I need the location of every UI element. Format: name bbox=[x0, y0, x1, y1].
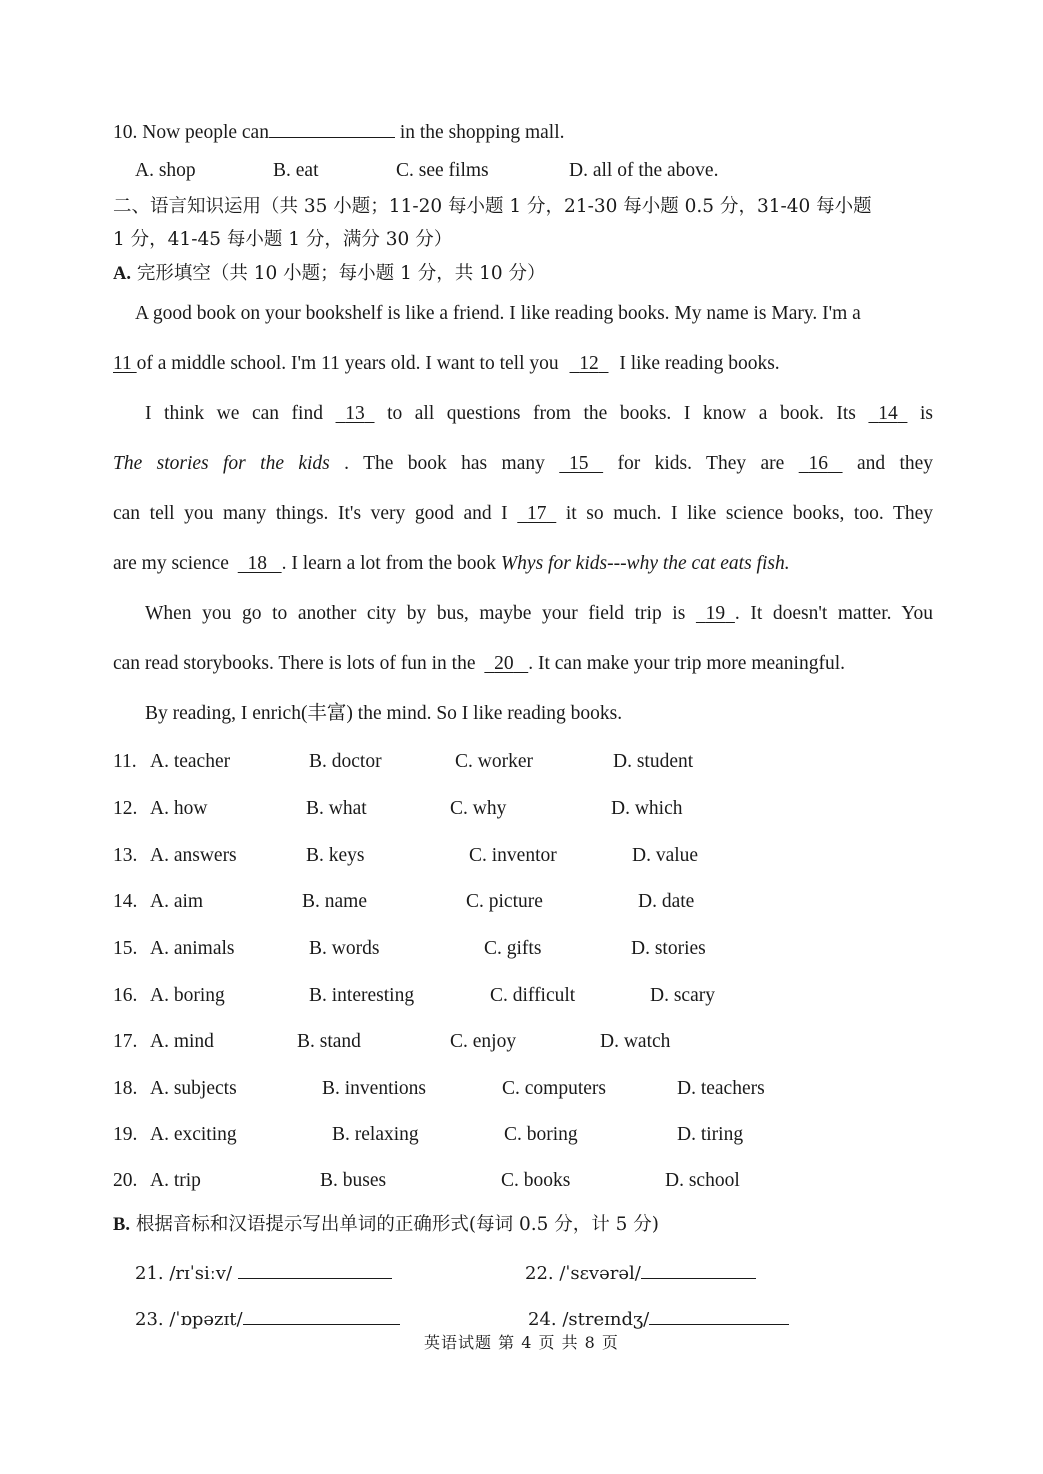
question-15-option-c[interactable]: C. gifts bbox=[484, 938, 542, 959]
question-15-option-a[interactable]: A. animals bbox=[150, 938, 235, 959]
part-b-heading bbox=[113, 1213, 659, 1237]
section-2-heading-line-1: 二、语言知识运用（共 35 小题；11-20 每小题 1 分，21-30 每小题 0.5 分，31-40 每小题 bbox=[113, 196, 872, 217]
passage-p2-line-1 bbox=[145, 402, 933, 426]
passage-text: I like reading books. bbox=[619, 353, 780, 374]
question-19-option-d[interactable]: D. tiring bbox=[677, 1124, 744, 1145]
question-20-number: 20. bbox=[113, 1170, 138, 1191]
passage-text: are my science bbox=[113, 553, 229, 574]
passage-text: to all questions from the books. I know a book. Its bbox=[387, 403, 856, 424]
blank-14[interactable] bbox=[868, 402, 907, 426]
part-a-label: A. bbox=[113, 264, 131, 284]
question-16-number: 16. bbox=[113, 985, 138, 1006]
question-15-option-d[interactable]: D. stories bbox=[631, 938, 706, 959]
phonetic-item-21 bbox=[135, 1258, 392, 1286]
answer-blank[interactable] bbox=[641, 1258, 756, 1279]
passage-text: it so much. I like science books, too. They bbox=[565, 503, 934, 524]
blank-14-number: 14 bbox=[878, 403, 898, 424]
section-2-heading-line-2: 1 分，41-45 每小题 1 分，满分 30 分） bbox=[113, 229, 453, 250]
passage-text: for kids. They are bbox=[617, 453, 785, 474]
question-11-option-c[interactable]: C. worker bbox=[455, 751, 533, 772]
blank-12[interactable] bbox=[570, 352, 609, 376]
blank-18[interactable] bbox=[238, 552, 282, 576]
question-10-stem bbox=[113, 117, 564, 145]
phonetic-text: 24. /streɪndʒ/ bbox=[528, 1309, 650, 1330]
question-15-option-b[interactable]: B. words bbox=[309, 938, 380, 959]
page-footer: 英语试题 第 4 页 共 8 页 bbox=[424, 1333, 619, 1352]
phonetic-text: 22. /ˈsɛvərəl/ bbox=[525, 1263, 641, 1284]
question-13-option-c[interactable]: C. inventor bbox=[469, 845, 557, 866]
passage-text: I think we can find bbox=[145, 403, 323, 424]
blank-16-number: 16 bbox=[808, 453, 828, 474]
phonetic-item-22 bbox=[525, 1258, 756, 1286]
blank-15[interactable] bbox=[559, 452, 603, 476]
q10-option-d: D. all of the above. bbox=[569, 160, 719, 181]
passage-text: can tell you many things. It's very good and I bbox=[113, 503, 508, 524]
question-13-option-b[interactable]: B. keys bbox=[306, 845, 365, 866]
question-18-option-c[interactable]: C. computers bbox=[502, 1078, 606, 1099]
question-18-option-d[interactable]: D. teachers bbox=[677, 1078, 765, 1099]
question-20-option-d[interactable]: D. school bbox=[665, 1170, 740, 1191]
question-18-option-b[interactable]: B. inventions bbox=[322, 1078, 427, 1099]
passage-p3-line-1 bbox=[145, 602, 933, 626]
question-20-option-b[interactable]: B. buses bbox=[320, 1170, 387, 1191]
passage-text: of a middle school. I'm 11 years old. I want to tell you bbox=[136, 353, 559, 374]
q10-option-a: A. shop bbox=[135, 160, 196, 181]
blank-20-number: 20 bbox=[494, 653, 514, 674]
question-12-option-b[interactable]: B. what bbox=[306, 798, 367, 819]
question-12-number: 12. bbox=[113, 798, 138, 819]
question-14-option-d[interactable]: D. date bbox=[638, 891, 695, 912]
question-10-stem-after: in the shopping mall. bbox=[394, 122, 565, 143]
answer-blank[interactable] bbox=[269, 117, 395, 138]
question-12-option-c[interactable]: C. why bbox=[450, 798, 507, 819]
question-18-option-a[interactable]: A. subjects bbox=[150, 1078, 237, 1099]
blank-12-number: 12 bbox=[579, 353, 599, 374]
question-20-option-c[interactable]: C. books bbox=[501, 1170, 571, 1191]
blank-18-number: 18 bbox=[247, 553, 267, 574]
book-title: The stories for the kids bbox=[113, 453, 330, 474]
passage-text: and they bbox=[856, 453, 934, 474]
phonetic-item-23 bbox=[135, 1304, 400, 1332]
question-16-option-a[interactable]: A. boring bbox=[150, 985, 225, 1006]
question-14-option-a[interactable]: A. aim bbox=[150, 891, 204, 912]
question-11-number: 11. bbox=[113, 751, 137, 772]
passage-p2-line-3 bbox=[113, 502, 933, 526]
blank-19[interactable] bbox=[696, 602, 735, 626]
question-15-number: 15. bbox=[113, 938, 138, 959]
passage-p3-line-2 bbox=[113, 652, 933, 676]
part-a-title: 完形填空（共 10 小题；每小题 1 分，共 10 分） bbox=[131, 263, 546, 284]
part-b-label: B. bbox=[113, 1215, 130, 1235]
question-17-option-a[interactable]: A. mind bbox=[150, 1031, 214, 1052]
question-13-number: 13. bbox=[113, 845, 138, 866]
question-19-number: 19. bbox=[113, 1124, 138, 1145]
question-11-option-d[interactable]: D. student bbox=[613, 751, 694, 772]
question-18-number: 18. bbox=[113, 1078, 138, 1099]
question-13-option-a[interactable]: A. answers bbox=[150, 845, 237, 866]
part-b-title: 根据音标和汉语提示写出单词的正确形式(每词 0.5 分，计 5 分) bbox=[129, 1214, 660, 1235]
question-16-option-c[interactable]: C. difficult bbox=[490, 985, 576, 1006]
answer-blank[interactable] bbox=[649, 1304, 789, 1325]
book-title: Whys for kids---why the cat eats fish. bbox=[500, 553, 790, 574]
question-13-option-d[interactable]: D. value bbox=[632, 845, 699, 866]
blank-19-number: 19 bbox=[705, 603, 726, 624]
passage-p2-line-4 bbox=[113, 552, 933, 576]
phonetic-text: 21. /rɪˈsiːv/ bbox=[135, 1263, 238, 1284]
phonetic-text: 23. /ˈɒpəzɪt/ bbox=[135, 1309, 243, 1330]
question-14-option-b[interactable]: B. name bbox=[302, 891, 367, 912]
question-17-option-b[interactable]: B. stand bbox=[297, 1031, 361, 1052]
question-16-option-b[interactable]: B. interesting bbox=[309, 985, 415, 1006]
question-17-option-d[interactable]: D. watch bbox=[600, 1031, 671, 1052]
q10-option-b: B. eat bbox=[273, 160, 319, 181]
question-19-option-b[interactable]: B. relaxing bbox=[332, 1124, 419, 1145]
blank-16[interactable] bbox=[799, 452, 843, 476]
question-10-stem-before: 10. Now people can bbox=[113, 122, 269, 143]
passage-text: . It can make your trip more meaningful. bbox=[528, 653, 846, 674]
answer-blank[interactable] bbox=[238, 1258, 392, 1279]
passage-text: can read storybooks. There is lots of fun in the bbox=[113, 653, 476, 674]
question-12-option-a[interactable]: A. how bbox=[150, 798, 208, 819]
passage-p4: By reading, I enrich(丰富) the mind. So I like reading books. bbox=[145, 703, 623, 724]
part-a-heading bbox=[113, 262, 546, 286]
question-11-option-a[interactable]: A. teacher bbox=[150, 751, 231, 772]
answer-blank[interactable] bbox=[243, 1304, 400, 1325]
question-11-option-b[interactable]: B. doctor bbox=[309, 751, 382, 772]
blank-17[interactable] bbox=[517, 502, 556, 526]
passage-p1-line-1: A good book on your bookshelf is like a friend. I like reading books. My name is Mary. I'm a bbox=[135, 303, 861, 324]
passage-text: . It doesn't matter. You bbox=[734, 603, 933, 624]
blank-15-number: 15 bbox=[569, 453, 589, 474]
q10-option-c: C. see films bbox=[396, 160, 489, 181]
question-14-number: 14. bbox=[113, 891, 138, 912]
question-12-option-d[interactable]: D. which bbox=[611, 798, 683, 819]
blank-17-number: 17 bbox=[527, 503, 547, 524]
question-14-option-c[interactable]: C. picture bbox=[466, 891, 543, 912]
passage-text: . I learn a lot from the book bbox=[281, 553, 497, 574]
blank-11[interactable]: 11 bbox=[113, 353, 137, 374]
passage-text: . The book has many bbox=[344, 453, 545, 474]
question-17-number: 17. bbox=[113, 1031, 138, 1052]
passage-p1-line-2 bbox=[113, 352, 933, 376]
passage-text: is bbox=[919, 403, 933, 424]
phonetic-item-24 bbox=[528, 1304, 789, 1332]
blank-13[interactable] bbox=[336, 402, 375, 426]
blank-13-number: 13 bbox=[345, 403, 365, 424]
question-19-option-c[interactable]: C. boring bbox=[504, 1124, 578, 1145]
question-17-option-c[interactable]: C. enjoy bbox=[450, 1031, 517, 1052]
passage-p2-line-2 bbox=[113, 452, 933, 476]
question-19-option-a[interactable]: A. exciting bbox=[150, 1124, 237, 1145]
question-20-option-a[interactable]: A. trip bbox=[150, 1170, 201, 1191]
passage-text: When you go to another city by bus, maybe your field trip is bbox=[145, 603, 686, 624]
question-16-option-d[interactable]: D. scary bbox=[650, 985, 715, 1006]
blank-20[interactable] bbox=[484, 652, 528, 676]
